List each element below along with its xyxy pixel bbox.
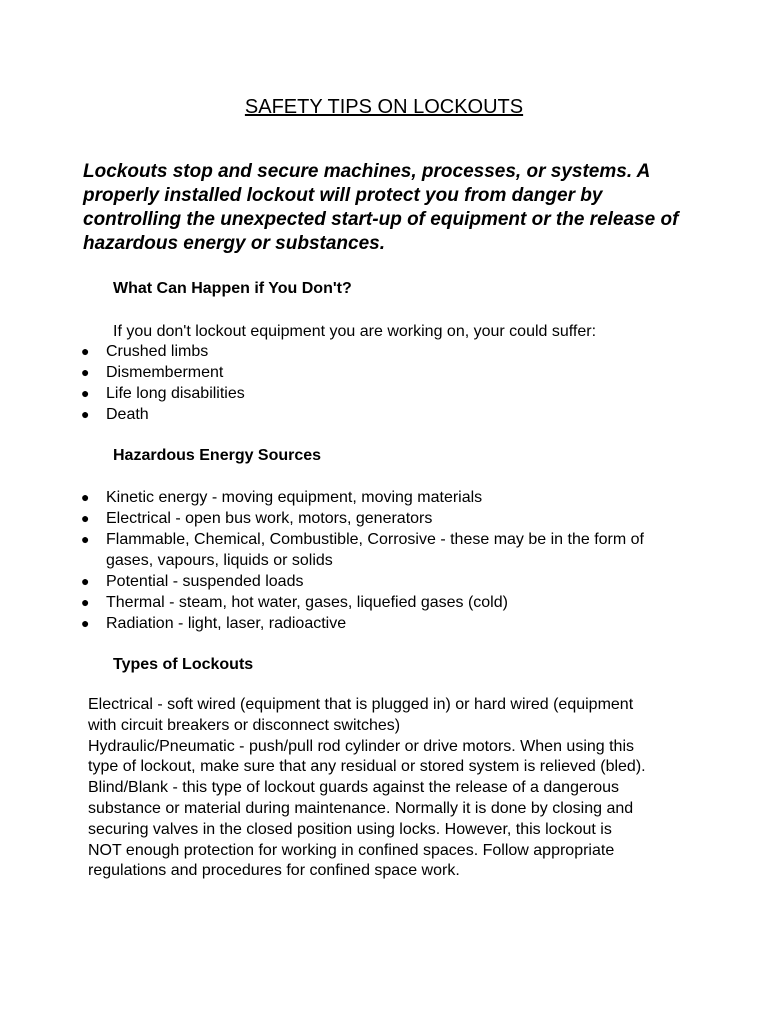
list-item: ● Dismemberment <box>81 364 224 381</box>
bullet-icon: ● <box>81 594 90 610</box>
list-item: ● Flammable, Chemical, Combustible, Corrosive - these may be in the form of gases, vapours, liquids or solids <box>81 531 644 569</box>
list-item: ● Radiation - light, laser, radioactive <box>81 615 347 632</box>
energy-sources-list <box>78 487 666 634</box>
lockout-type-blind-blank: Blind/Blank - this type of lockout guards against the release of a dangerous substance or material during maintenance. Normally it is done by closing and securing valves in the closed position using locks. However, this lockout is NOT enough protection for working in confined spaces. Follow appropriate regulations and procedures for confined space work. <box>88 779 634 880</box>
bullet-icon: ● <box>81 364 90 380</box>
list-item: ● Kinetic energy - moving equipment, moving materials <box>81 489 483 506</box>
list-item: ● Crushed limbs <box>81 343 209 360</box>
bullet-icon: ● <box>81 406 90 422</box>
lockout-type-hydraulic: Hydraulic/Pneumatic - push/pull rod cylinder or drive motors. When using this type of lockout, make sure that any residual or stored system is relieved (bled). <box>88 737 646 776</box>
list-item: ● Death <box>81 406 149 423</box>
bullet-icon: ● <box>81 615 90 631</box>
list-item: ● Life long disabilities <box>81 385 245 402</box>
list-item: ● Thermal - steam, hot water, gases, liquefied gases (cold) <box>81 594 508 611</box>
bullet-icon: ● <box>81 343 90 359</box>
lockout-types-text <box>88 695 648 882</box>
bullet-icon: ● <box>81 510 90 526</box>
section-heading-what-can-happen: What Can Happen if You Don't? <box>113 280 352 297</box>
bullet-icon: ● <box>81 573 90 589</box>
bullet-icon: ● <box>81 531 90 547</box>
section-heading-hazardous-energy: Hazardous Energy Sources <box>113 447 322 464</box>
bullet-icon: ● <box>81 489 90 505</box>
list-item: ● Potential - suspended loads <box>81 573 304 590</box>
consequences-list <box>78 341 666 425</box>
lockout-type-electrical: Electrical - soft wired (equipment that is plugged in) or hard wired (equipment with circuit breakers or disconnect switches) <box>88 696 634 734</box>
section-lead-text: If you don't lockout equipment you are working on, your could suffer: <box>113 323 597 340</box>
page-title: SAFETY TIPS ON LOCKOUTS <box>244 96 524 118</box>
intro-paragraph: Lockouts stop and secure machines, processes, or systems. A properly installed lockout will protect you from danger by controlling the unexpected start-up of equipment or the release of hazardous energy or substances. <box>83 161 679 254</box>
section-heading-types-of-lockouts: Types of Lockouts <box>113 656 254 673</box>
bullet-icon: ● <box>81 385 90 401</box>
list-item: ● Electrical - open bus work, motors, generators <box>81 510 433 527</box>
